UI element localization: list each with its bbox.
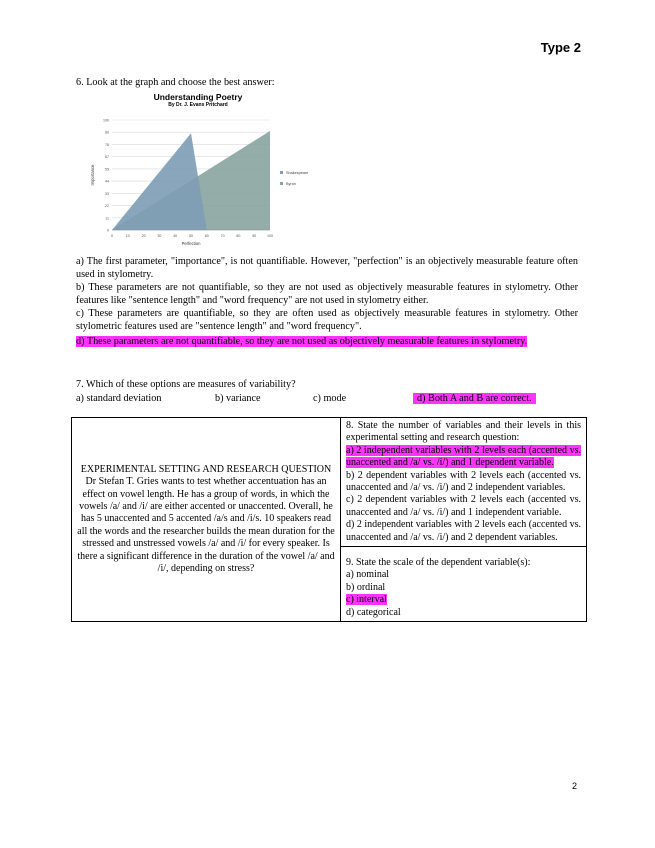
legend-swatch: [280, 171, 283, 174]
q7-prompt: 7. Which of these options are measures of variability?: [76, 379, 296, 390]
y-tick-label: 11: [105, 216, 109, 221]
q9-option-c[interactable]: [346, 594, 581, 606]
x-tick-label: 60: [204, 234, 209, 238]
x-tick-label: 20: [141, 234, 146, 238]
type-label: Type 2: [540, 40, 581, 55]
y-tick-label: 44: [105, 179, 109, 184]
page-number: 2: [571, 781, 577, 791]
setting-body: Dr Stefan T. Gries wants to test whether accentuation has an effect on vowel length. He has a group of words, in which the vowels /a/ and /i/ are either accented or unaccented. Overall, he has 5 unaccented and 5 accented /a/s and /i/s. 10 speakers read all the words and the researcher builds the mean duration for the stressed and unstressed vowels /a/ and /i/ for every speaker. Is there a significant difference in the duration of the vowel /a/ and /i/, depending on stress?: [77, 476, 335, 574]
y-tick-label: 33: [105, 191, 109, 196]
q8-option-a-text: a) 2 independent variables with 2 levels each (accented vs. unaccented and /a/ vs. /i/) and 1 dependent variable.: [346, 444, 581, 469]
q8-cell: [341, 418, 587, 547]
q6-option-b[interactable]: b) These parameters are not quantifiable, so they are not used as objectively measurable features in stylometry. Other features like "sentence length" and "word frequency" are not used in stylometry either.: [76, 282, 578, 306]
q6-option-d[interactable]: [76, 336, 578, 349]
x-tick-label: 70: [220, 234, 225, 238]
q8-prompt: 8. State the number of variables and their levels in this experimental setting and research question:: [346, 420, 581, 444]
q9-option-d[interactable]: d) categorical: [346, 606, 401, 618]
y-axis-label: Importance: [90, 164, 95, 186]
series-area-shakespeare: [112, 133, 207, 230]
chart-title: Understanding Poetry: [153, 92, 243, 102]
q9-option-c-text: c) interval: [346, 594, 387, 606]
setting-heading: EXPERIMENTAL SETTING AND RESEARCH QUESTION: [80, 463, 332, 475]
y-tick-label: 67: [105, 155, 109, 160]
experiment-table: [71, 417, 587, 622]
x-tick-label: 0: [111, 234, 113, 238]
legend-swatch: [280, 182, 283, 185]
x-tick-label: 100: [267, 234, 273, 238]
q8-option-a[interactable]: [346, 445, 581, 470]
q6-option-c[interactable]: c) These parameters are quantifiable, so they are often used as objectively measurable features in stylometry. Other stylometric features used are "sentence length" and "word frequency".: [76, 308, 578, 332]
y-tick-label: 100: [103, 118, 109, 123]
q9-prompt: 9. State the scale of the dependent variable(s):: [346, 557, 531, 569]
q7-option-c[interactable]: c) mode: [313, 393, 347, 404]
q8-option-d[interactable]: d) 2 independent variables with 2 levels each (accented vs. unaccented and /a/ vs. /i/) and 2 dependent variables.: [346, 519, 581, 543]
legend-label: Byron: [286, 182, 296, 186]
legend-label: Shakespeare: [286, 171, 308, 175]
x-tick-label: 50: [189, 234, 193, 238]
q7-option-d[interactable]: [413, 393, 536, 406]
q9-cell: [341, 547, 587, 622]
q6-option-d-text: d) These parameters are not quantifiable, so they are not used as objectively measurable features in stylometry.: [76, 336, 528, 347]
x-tick-label: 10: [125, 234, 130, 238]
x-tick-label: 80: [236, 234, 241, 238]
y-tick-label: 55: [105, 167, 109, 172]
chart: [88, 92, 308, 252]
x-tick-label: 90: [252, 234, 257, 238]
q8-option-c[interactable]: c) 2 dependent variables with 2 levels each (accented vs. unaccented and /a/ vs. /i/) and 1 independent variable.: [346, 494, 581, 518]
x-tick-label: 40: [173, 234, 178, 238]
q6-option-a[interactable]: a) The first parameter, "importance", is not quantifiable. However, "perfection" is an objectively measurable feature often used in stylometry.: [76, 256, 578, 280]
q9-option-b[interactable]: b) ordinal: [346, 581, 386, 593]
q7-option-d-text: d) Both A and B are correct.: [413, 393, 536, 404]
q9-option-a[interactable]: a) nominal: [346, 569, 390, 581]
chart-plot: [88, 112, 308, 252]
experimental-setting-cell: [72, 418, 341, 622]
q8-option-b[interactable]: b) 2 dependent variables with 2 levels each (accented vs. unaccented and /a/ vs. /i/) and 2 independent variables.: [346, 469, 581, 494]
q7-option-a[interactable]: a) standard deviation: [76, 393, 162, 404]
y-tick-label: 89: [105, 130, 109, 135]
y-tick-label: 0: [107, 228, 109, 233]
x-axis-label: Perfection: [181, 241, 201, 246]
q6-prompt: 6. Look at the graph and choose the best answer:: [76, 77, 275, 88]
x-tick-label: 30: [157, 234, 162, 238]
chart-subtitle: By Dr. J. Evans Pritchard: [168, 102, 228, 108]
y-tick-label: 78: [105, 142, 109, 147]
y-tick-label: 22: [105, 204, 109, 209]
q7-option-b[interactable]: b) variance: [215, 393, 261, 404]
